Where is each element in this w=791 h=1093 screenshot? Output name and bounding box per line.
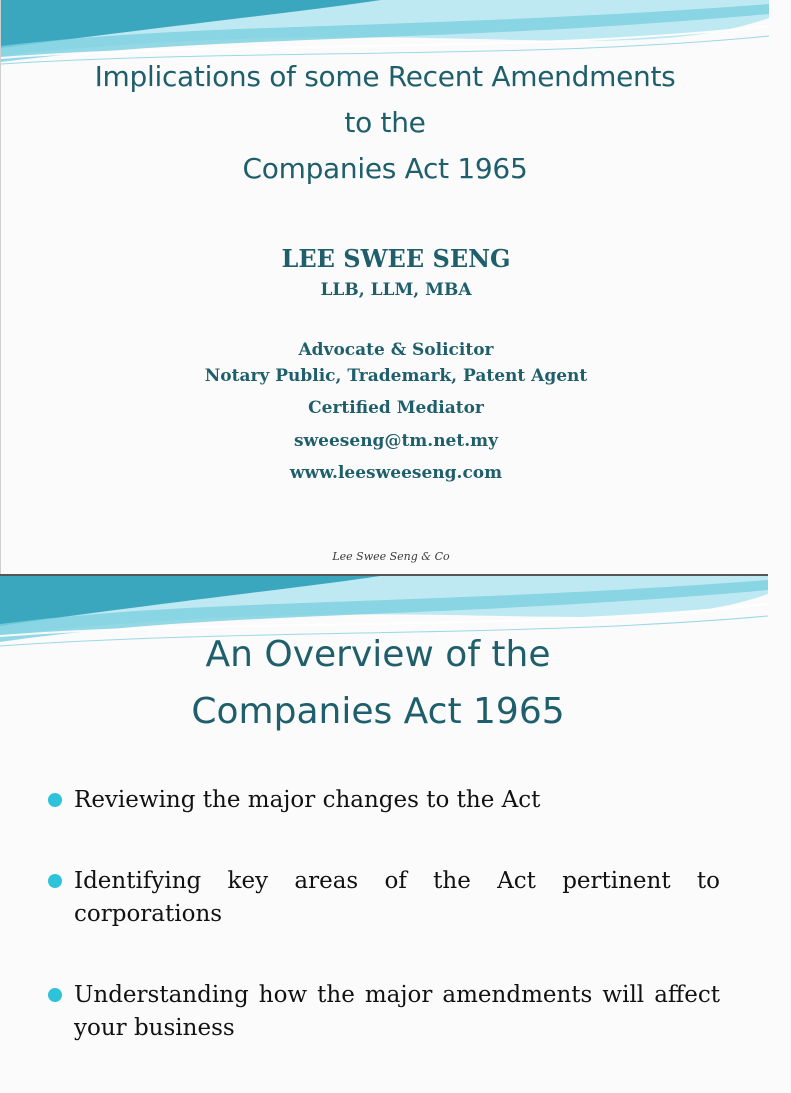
slide-2-title <box>0 626 756 740</box>
website-text: www.leesweeseng.com <box>289 463 503 483</box>
bullet-text: Reviewing the major changes to the Act <box>74 787 541 813</box>
slide-2 <box>0 576 768 1041</box>
bullet-dot-icon <box>48 988 62 1002</box>
bullet-list <box>48 784 720 1093</box>
author-name: LEE SWEE SENG <box>281 244 511 273</box>
slide-1-title <box>1 54 769 192</box>
bullet-item <box>48 979 720 1045</box>
bullet-item <box>48 865 720 931</box>
bullet-text: Understanding how the major amendments will affect your business <box>74 982 720 1041</box>
credential-line: Advocate & Solicitor <box>298 340 494 360</box>
credential-line: Certified Mediator <box>308 398 484 418</box>
title-line: An Overview of the <box>205 634 551 675</box>
credential-line: Notary Public, Trademark, Patent Agent <box>204 366 588 386</box>
title-line: Implications of some Recent Amendments <box>94 60 676 93</box>
bullet-text: Identifying key areas of the Act pertinent to corporations <box>74 868 720 927</box>
title-line: Companies Act 1965 <box>242 152 528 185</box>
bullet-item <box>48 784 720 817</box>
bullet-dot-icon <box>48 793 62 807</box>
title-line: Companies Act 1965 <box>191 691 565 732</box>
author-degrees: LLB, LLM, MBA <box>320 280 472 300</box>
slide-footer: Lee Swee Seng & Co <box>332 550 450 563</box>
title-line: to the <box>344 106 426 139</box>
email-text: sweeseng@tm.net.my <box>293 431 499 451</box>
bullet-dot-icon <box>48 874 62 888</box>
